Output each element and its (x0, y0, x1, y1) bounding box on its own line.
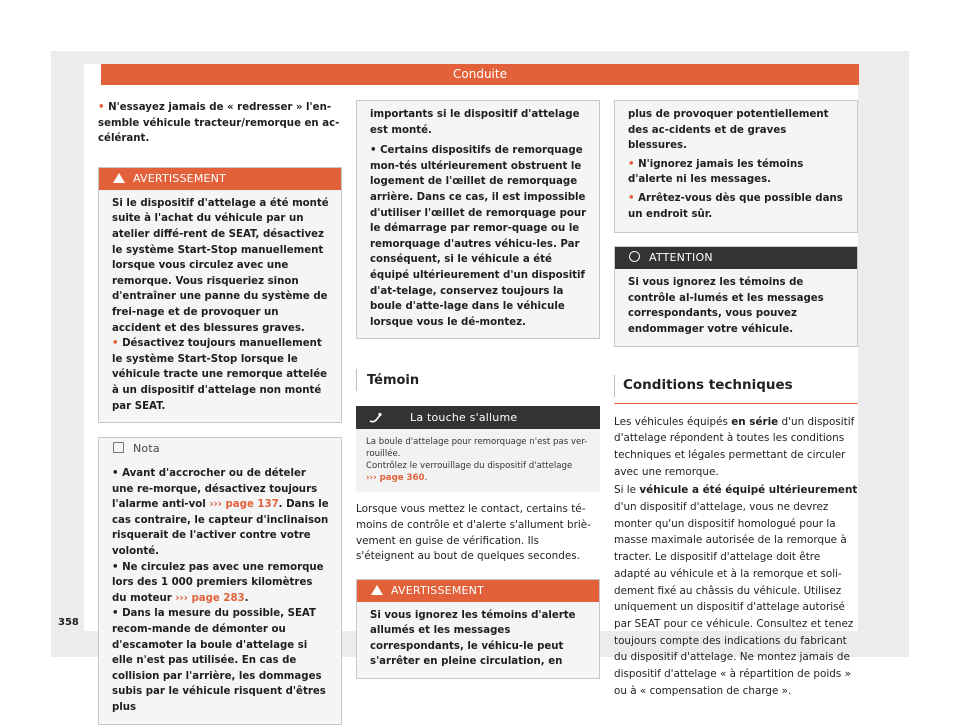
intro-bullet: • N'essayez jamais de « redresser » l'en-semble véhicule tracteur/remorque en ac-célérant. (98, 102, 340, 145)
indicator-header: La touche s'allume (356, 406, 600, 429)
column-1 (98, 100, 342, 725)
info-icon (113, 442, 124, 453)
section-title: Conditions techniques (623, 376, 793, 393)
indicator-line-1: La boule d'attelage pour remorquage n'est pas ver-rouillée. (366, 437, 588, 460)
page-link[interactable]: ››› page 283 (175, 592, 245, 604)
conditions-paragraph-1: Les véhicules équipés en série d'un dispositif d'attelage répondent à toutes les conditions techniques et légales permettant de circuler avec une remorque. (614, 415, 855, 478)
bullet-icon: • (628, 158, 639, 170)
tow-hook-icon (368, 412, 382, 424)
continued-bullet-1: • N'ignorez jamais les témoins d'alerte ni les messages. (628, 158, 804, 186)
indicator-line-2: Contrôlez le verrouillage du dispositif d'attelage ››› page 360. (366, 461, 573, 484)
continued-box (614, 100, 858, 233)
warning-bullet: • Désactivez toujours manuellement le système Start-Stop lorsque le véhicule tracte une remorque attelée à un dispositif d'attelage non monté par SEAT. (112, 338, 328, 412)
chapter-header: Conduite (101, 64, 859, 85)
warning-box (98, 167, 342, 423)
attention-header: ATTENTION (615, 247, 857, 269)
section-rule (614, 403, 858, 404)
attention-icon (629, 251, 640, 262)
warning-text: Si le dispositif d'attelage a été monté suite à l'achat du véhicule par un atelier diffé-rent de SEAT, désactivez le système Start-Stop manuellement lorsque vous circulez avec une remorque. Vous risqueriez sinon d'entraîner une panne du système de frei-nage et de provoquer un accident et des blessures graves. (112, 197, 329, 334)
nota-header: Nota (99, 438, 341, 460)
conditions-paragraph-2: Si le véhicule a été équipé ultérieurement d'un dispositif d'attelage, vous ne devrez monter qu'un dispositif homologué pour la masse maximale autorisée de la remorque à tracter. Le dispositif d'attelage doit être adapté au véhicule et à la remorque et soli-dement fixé au châssis du véhicule. Utilisez uniquement un dispositif d'attelage autorisé par SEAT pour ce véhicule. Consultez et tenez toujours compte des indications du fabricant du dispositif d'attelage. Ne montez jamais de dispositif d'attelage « à répartition de poids » ou à « compensation de charge ». (614, 484, 858, 697)
warning-triangle-icon (371, 585, 383, 595)
nota-bullet-3: • Dans la mesure du possible, SEAT recom-mande de démonter ou d'escamoter la boule d'attelage si elle n'est pas utilisée. En cas de collision par l'arrière, les dommages subis par le véhicule risquent d'êtres plus (112, 608, 326, 713)
nota-bullet-2: • Ne circulez pas avec une remorque lors des 1 000 premiers kilomètres du moteur ››› page 283. (112, 561, 324, 604)
section-temoin (356, 369, 600, 391)
column-2 (356, 100, 600, 679)
section-title: Témoin (367, 372, 420, 388)
warning-text: Si vous ignorez les témoins d'alerte allumés et les messages correspondants, le véhicu-le peut s'arrêter en pleine circulation, en (370, 609, 576, 668)
page-number: 358 (58, 617, 79, 628)
bullet-icon: • (98, 102, 109, 113)
page-link[interactable]: ››› page 137 (209, 499, 279, 511)
column-3 (614, 100, 858, 699)
attention-box (614, 246, 858, 346)
warning-triangle-icon (113, 173, 125, 183)
continued-bullet: • Certains dispositifs de remorquage mon-tés ultérieurement obstruent le logement de l'œillet de remorquage arrière. Dans ce cas, il est impossible d'utiliser l'œillet de remorquage pour le démarrage par remor-quage ou le remorquage d'autres véhicu-les. Par conséquent, si le véhicule a été équipé ultérieurement d'un dispositif d'at-telage, conservez toujours la boule d'atte-lage dans le véhicule lorsque vous le dé-montez. (370, 145, 587, 328)
bullet-icon: • (370, 145, 381, 157)
warning-header: AVERTISSEMENT (99, 168, 341, 190)
continued-text: plus de provoquer potentiellement des ac-cidents et de graves blessures. (628, 109, 829, 152)
nota-bullet-1: • Avant d'accrocher ou de dételer une re-morque, désactivez toujours l'alarme anti-vol ››› page 137. Dans le cas contraire, le capteur d'inclinaison risquerait de l'activer contre votre volonté. (112, 468, 329, 558)
continued-bullet-2: • Arrêtez-vous dès que possible dans un endroit sûr. (628, 192, 843, 220)
indicator-box (356, 406, 600, 492)
bullet-icon: • (112, 338, 123, 350)
continued-text: importants si le dispositif d'attelage est monté. (370, 109, 580, 136)
nota-box (98, 437, 342, 725)
attention-text: Si vous ignorez les témoins de contrôle al-lumés et les messages correspondants, vous pouvez endommager votre véhicule. (628, 277, 824, 335)
warning-box (356, 579, 600, 679)
page-link[interactable]: ››› page 360 (366, 473, 425, 484)
continued-box (356, 100, 600, 339)
section-conditions (614, 375, 858, 397)
temoin-paragraph: Lorsque vous mettez le contact, certains té-moins de contrôle et d'alerte s'allument briè-vement en guise de vérification. Ils s'éteignent au bout de quelques secondes. (356, 503, 591, 563)
warning-header: AVERTISSEMENT (357, 580, 599, 602)
bullet-icon: • (628, 192, 639, 204)
